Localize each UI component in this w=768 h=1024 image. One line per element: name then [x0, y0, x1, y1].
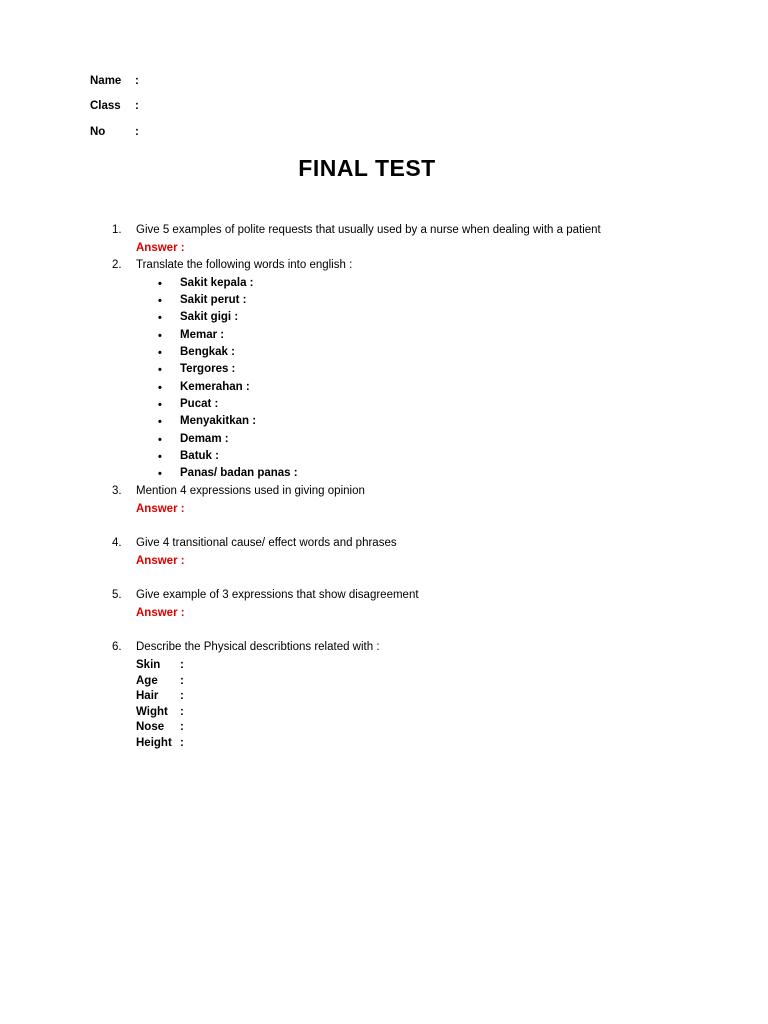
bullet: •: [158, 468, 162, 480]
bullet: •: [158, 382, 162, 394]
skin-label: Skin: [136, 659, 161, 671]
bullet: •: [158, 364, 162, 376]
hair-label: Hair: [136, 690, 159, 702]
list-item: Sakit kepala :: [180, 277, 254, 289]
question-number: 6.: [112, 641, 122, 653]
bullet: •: [158, 278, 162, 290]
wight-colon: :: [180, 706, 184, 718]
question-text: Give 4 transitional cause/ effect words and phrases: [136, 537, 397, 549]
question-text: Give example of 3 expressions that show disagreement: [136, 589, 419, 601]
answer-label: Answer :: [136, 503, 185, 515]
question-number: 5.: [112, 589, 122, 601]
bullet: •: [158, 347, 162, 359]
bullet: •: [158, 330, 162, 342]
list-item: Batuk :: [180, 450, 219, 462]
skin-colon: :: [180, 659, 184, 671]
height-label: Height: [136, 737, 172, 749]
question-text: Mention 4 expressions used in giving opinion: [136, 485, 365, 497]
bullet: •: [158, 312, 162, 324]
list-item: Sakit gigi :: [180, 311, 239, 323]
no-colon: :: [135, 126, 139, 138]
bullet: •: [158, 295, 162, 307]
class-colon: :: [135, 100, 139, 112]
hair-colon: :: [180, 690, 184, 702]
nose-label: Nose: [136, 721, 165, 733]
list-item: Kemerahan :: [180, 381, 250, 393]
class-label: Class: [90, 100, 121, 112]
question-number: 1.: [112, 224, 122, 236]
page-title: FINAL TEST: [298, 155, 436, 181]
bullet: •: [158, 399, 162, 411]
age-label: Age: [136, 675, 158, 687]
question-text: Describe the Physical describtions related with :: [136, 641, 380, 653]
list-item: Pucat :: [180, 398, 219, 410]
list-item: Menyakitkan :: [180, 415, 257, 427]
bullet: •: [158, 416, 162, 428]
question-number: 4.: [112, 537, 122, 549]
no-label: No: [90, 126, 106, 138]
question-text: Translate the following words into english :: [136, 259, 353, 271]
list-item: Memar :: [180, 329, 225, 341]
height-colon: :: [180, 737, 184, 749]
name-colon: :: [135, 75, 139, 87]
bullet: •: [158, 434, 162, 446]
list-item: Sakit perut :: [180, 294, 247, 306]
list-item: Demam :: [180, 433, 229, 445]
answer-label: Answer :: [136, 242, 185, 254]
question-text: Give 5 examples of polite requests that usually used by a nurse when dealing with a patient: [136, 224, 601, 236]
answer-label: Answer :: [136, 607, 185, 619]
list-item: Tergores :: [180, 363, 236, 375]
name-label: Name: [90, 75, 122, 87]
list-item: Bengkak :: [180, 346, 235, 358]
answer-label: Answer :: [136, 555, 185, 567]
age-colon: :: [180, 675, 184, 687]
question-number: 3.: [112, 485, 122, 497]
nose-colon: :: [180, 721, 184, 733]
wight-label: Wight: [136, 706, 168, 718]
question-number: 2.: [112, 259, 122, 271]
list-item: Panas/ badan panas :: [180, 467, 298, 479]
bullet: •: [158, 451, 162, 463]
